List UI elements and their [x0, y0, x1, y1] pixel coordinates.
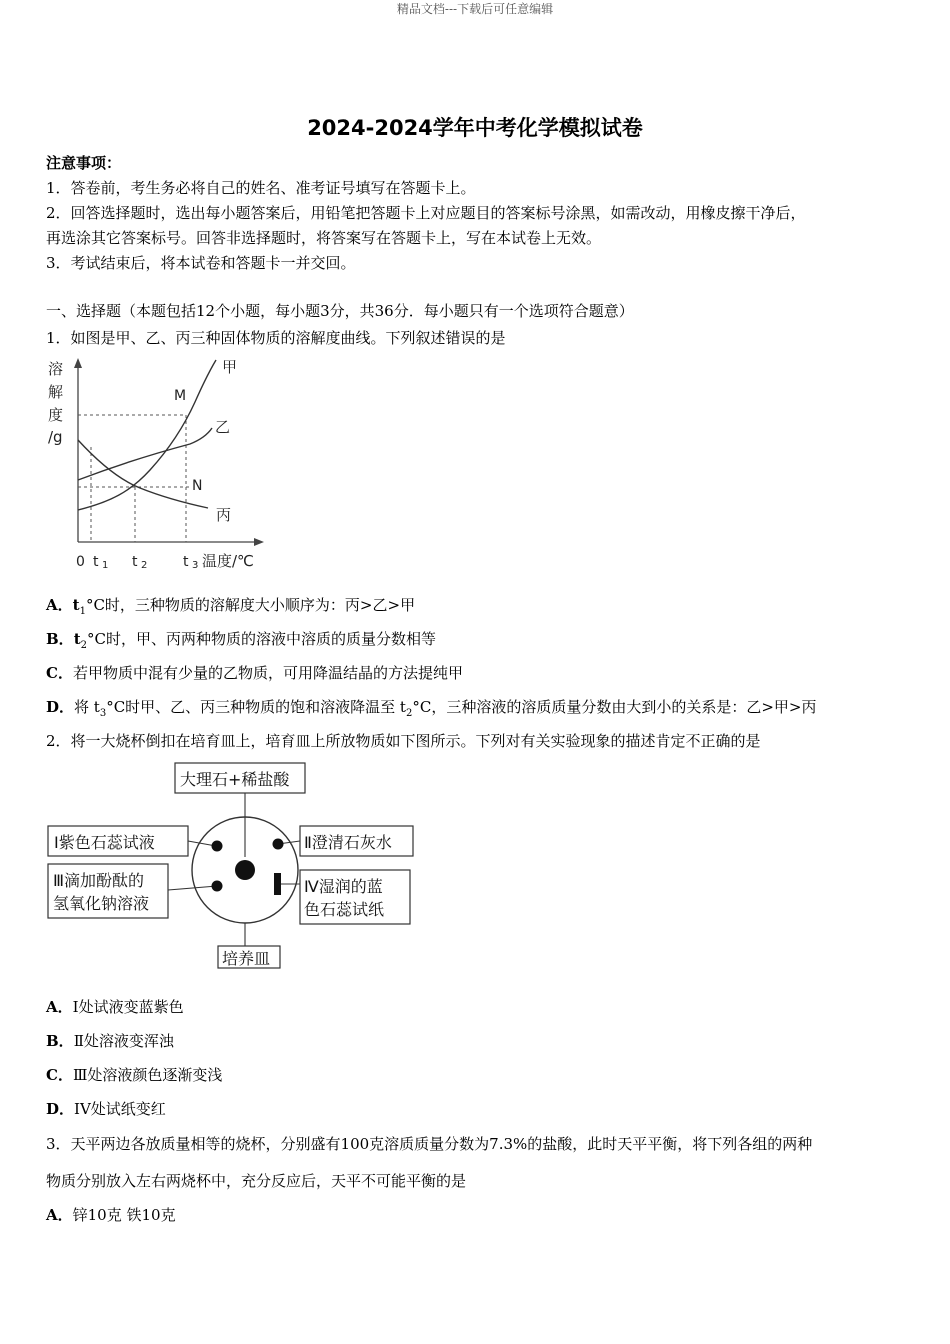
tick-label-t1: t [93, 554, 99, 570]
label-iii-line1: Ⅲ滴加酚酞的 [53, 871, 145, 890]
x-axis-label: 温度/℃ [202, 552, 254, 570]
q2-option-c: C．Ⅲ处溶液颜色逐渐变浅 [46, 1066, 223, 1084]
tick-sub-2: 2 [141, 560, 148, 571]
label-dish: 培养皿 [222, 949, 271, 968]
point-label-n: N [192, 478, 203, 494]
q2-option-d: D．IV处试纸变红 [46, 1100, 166, 1118]
y-axis-arrow [74, 358, 82, 368]
page-header: 精品文档---下载后可任意编辑 [396, 2, 554, 16]
leader-iii [168, 886, 217, 890]
label-top: 大理石+稀盐酸 [180, 770, 290, 789]
label-i: Ⅰ紫色石蕊试液 [54, 833, 155, 852]
q1-option-b: B．$t_2^\circ C$时，甲、丙两种物质的溶液中溶质的质量分数相等 [46, 630, 436, 651]
q1-option-a: A．$t_1^\circ C$时，三种物质的溶解度大小顺序为：丙>乙>甲 [46, 596, 416, 617]
tick-sub-1: 1 [102, 560, 109, 571]
q3-option-a: A．锌10克 铁10克 [46, 1206, 176, 1224]
petri-dish-diagram [45, 760, 425, 970]
notice-item: 2．回答选择题时，选出每小题答案后，用铅笔把答题卡上对应题目的答案标号涂黑，如需改动，用橡皮擦干净后， [46, 204, 806, 222]
question-1-stem: 1．如图是甲、乙、丙三种固体物质的溶解度曲线。下列叙述错误的是 [46, 329, 506, 347]
question-2-stem: 2．将一大烧杯倒扣在培育皿上，培育皿上所放物质如下图所示。下列对有关实验现象的描述肯定不正确的是 [46, 732, 761, 750]
question-3-stem-line2: 物质分别放入左右两烧杯中，充分反应后，天平不可能平衡的是 [46, 1172, 467, 1190]
y-label-char: 度 [48, 406, 64, 424]
y-label-char: 解 [48, 383, 64, 401]
y-label-char: /g [48, 428, 63, 446]
paper-strip-iv [274, 873, 281, 895]
label-ii: Ⅱ澄清石灰水 [304, 833, 392, 852]
notice-heading: 注意事项： [46, 154, 122, 172]
label-iii-line2: 氢氧化钠溶液 [53, 894, 150, 913]
label-iv-line2: 色石蕊试纸 [304, 900, 385, 919]
x-axis-arrow [254, 538, 264, 546]
tick-sub-3: 3 [192, 560, 199, 571]
notice-item: 再选涂其它答案标号。回答非选择题时，将答案写在答题卡上，写在本试卷上无效。 [46, 229, 602, 247]
q2-option-a: A．I处试液变蓝紫色 [46, 998, 184, 1016]
tick-label-t2: t [132, 554, 138, 570]
notice-item: 1．答卷前，考生务必将自己的姓名、准考证号填写在答题卡上。 [46, 179, 476, 197]
center-dot [235, 860, 255, 880]
dot-ii [273, 839, 284, 850]
notice-item: 3．考试结束后，将本试卷和答题卡一并交回。 [46, 254, 356, 272]
curve-yi [78, 428, 212, 480]
question-3-stem-line1: 3．天平两边各放质量相等的烧杯，分别盛有100克溶质质量分数为7.3%的盐酸，此时天平平衡，将下列各组的两种 [46, 1135, 813, 1153]
curve-label-jia: 甲 [222, 358, 238, 376]
q1-option-c: C．若甲物质中混有少量的乙物质，可用降温结晶的方法提纯甲 [46, 664, 463, 682]
q1-option-d: D．将 $t_3^\circ C$时甲、乙、丙三种物质的饱和溶液降温至 $t_2^\circ C$，三种溶液的溶质质量分数由大到小的关系是：乙>甲>丙 [46, 698, 817, 719]
page-title: 2024-2024学年中考化学模拟试卷 [307, 116, 643, 140]
curve-bing [78, 440, 208, 508]
y-label-char: 溶 [48, 360, 64, 378]
curve-label-yi: 乙 [215, 418, 231, 436]
label-iv-line1: Ⅳ湿润的蓝 [304, 877, 383, 896]
point-label-m: M [174, 388, 187, 404]
tick-label-t3: t [183, 554, 189, 570]
dot-i [212, 841, 223, 852]
section-heading: 一、选择题（本题包括12个小题，每小题3分，共36分．每小题只有一个选项符合题意） [46, 302, 634, 320]
curve-label-bing: 丙 [216, 506, 232, 524]
q2-option-b: B．Ⅱ处溶液变浑浊 [46, 1032, 174, 1050]
dot-iii [212, 881, 223, 892]
solubility-chart [40, 352, 270, 574]
origin-label: 0 [76, 554, 85, 570]
